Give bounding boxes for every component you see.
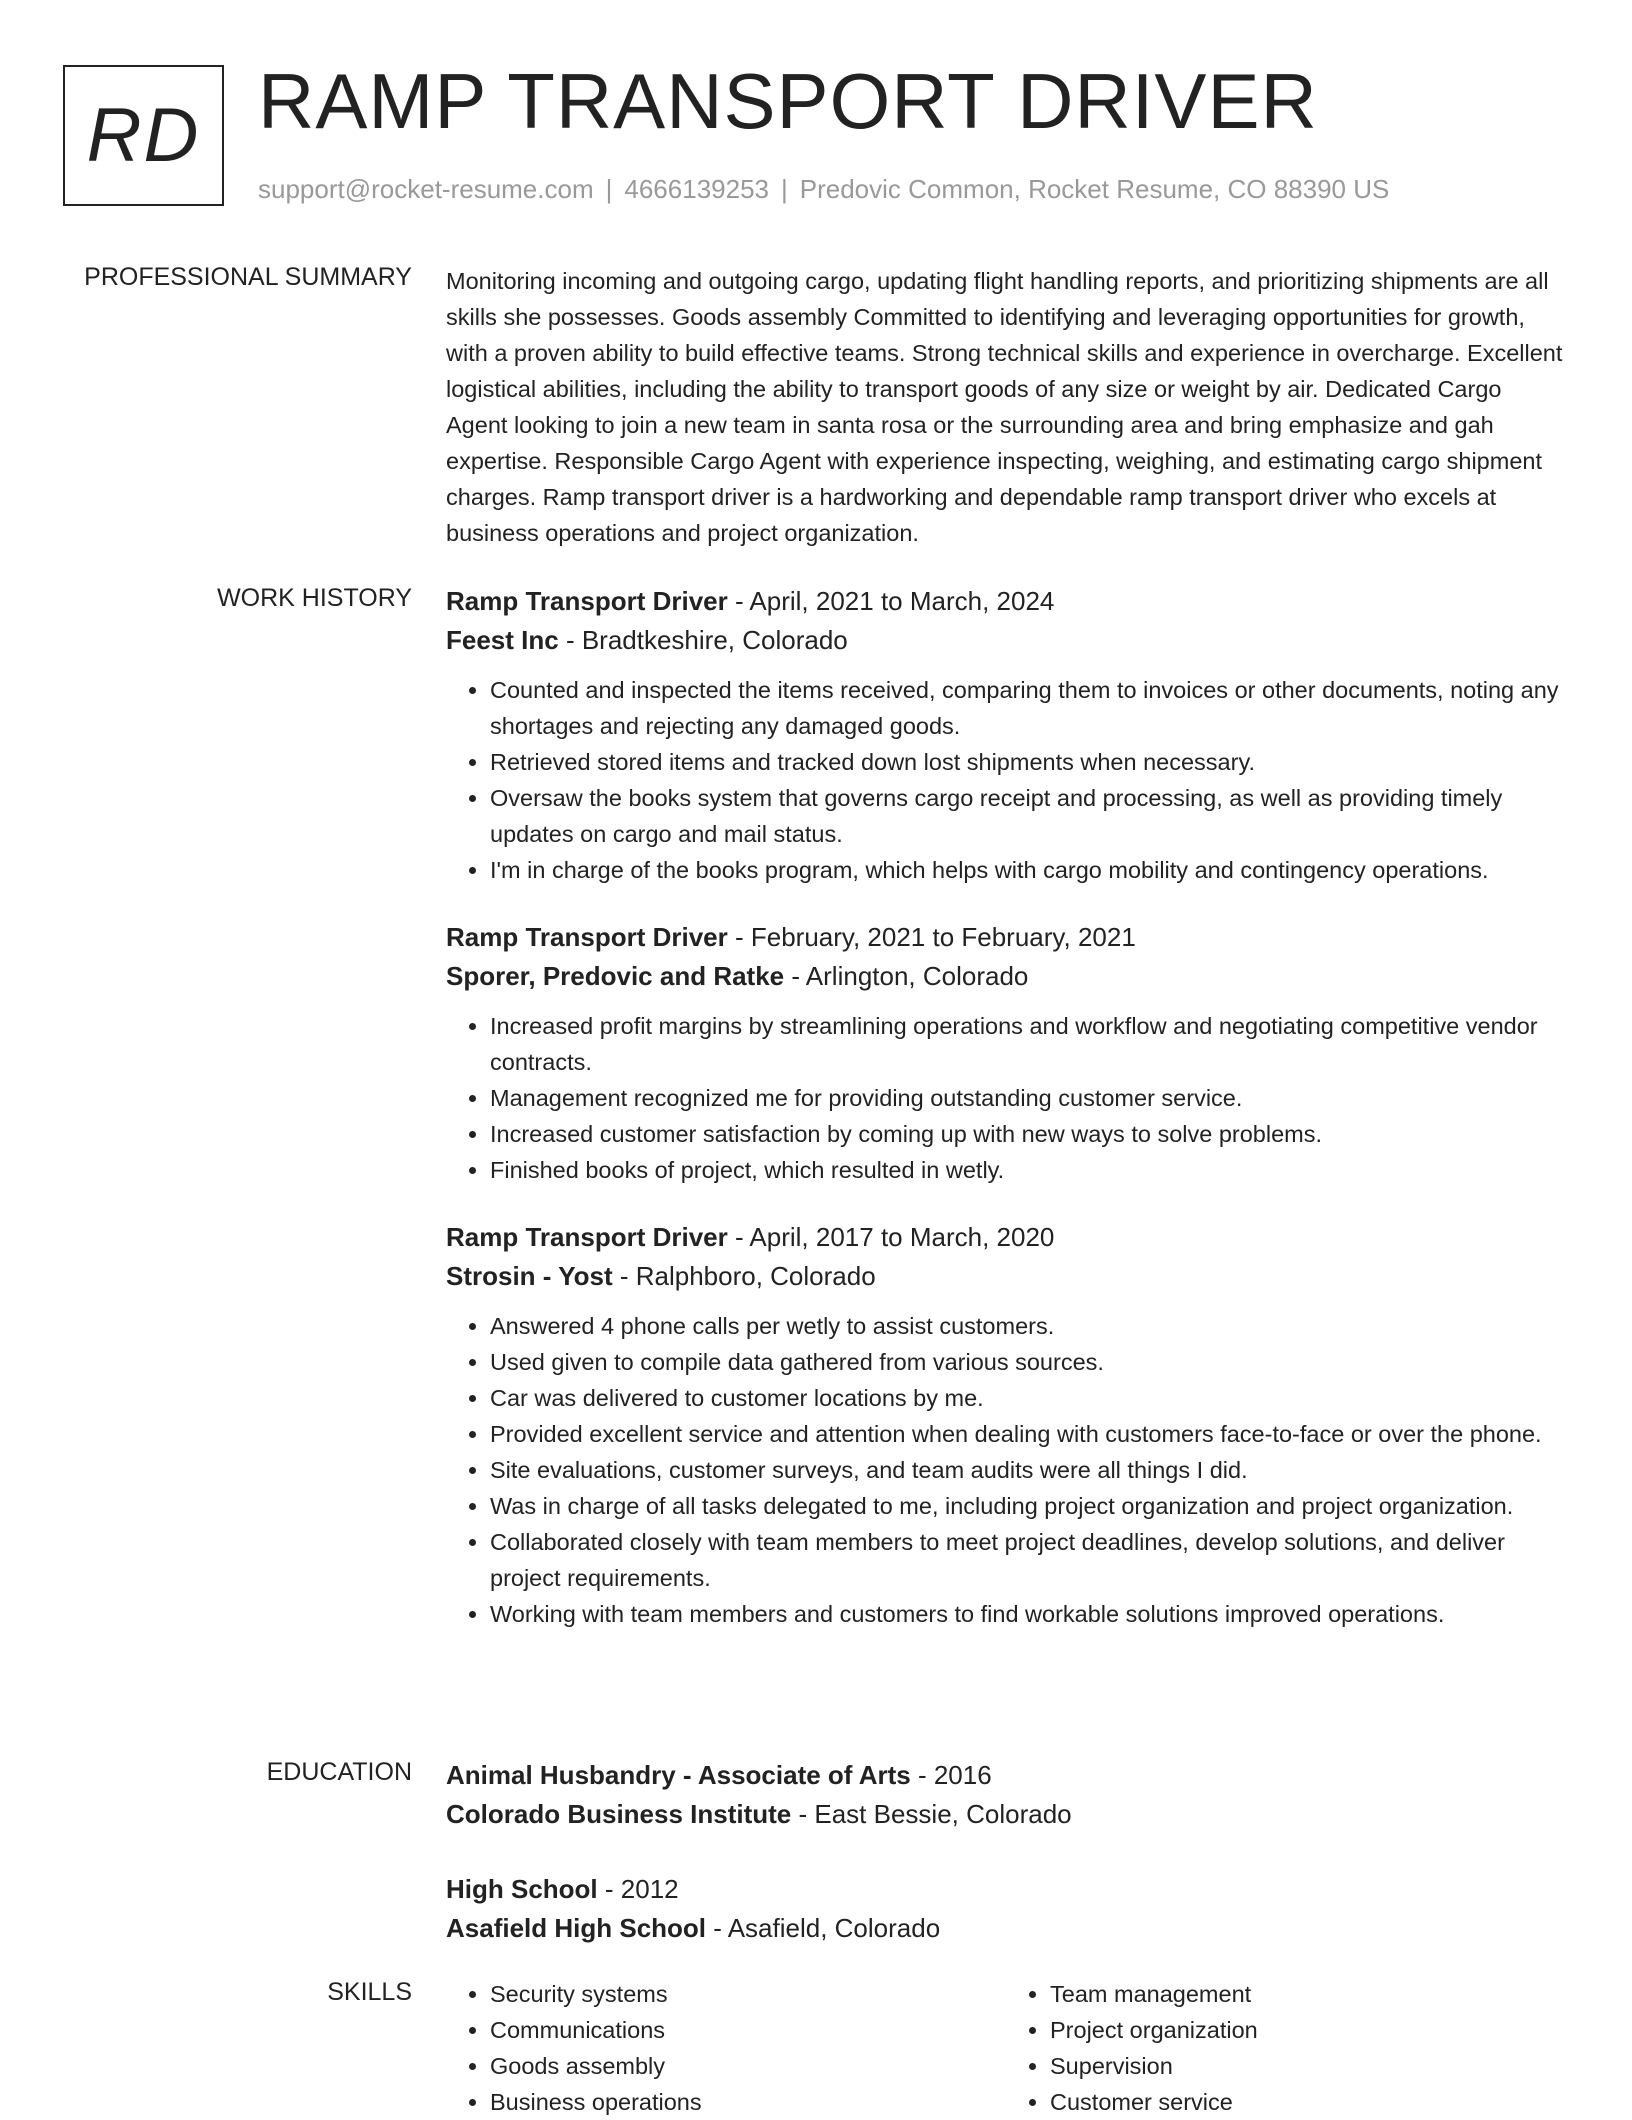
summary-text: Monitoring incoming and outgoing cargo, updating flight handling reports, and prioritizing shipments are all skills she possesses. Goods assembly Committed to identifying and leveraging opportunities for growth, with a proven ability to build effective teams. Strong technical skills and experience in overcharge. Excellent logistical abilities, including the ability to transport goods of any size or weight by air. Dedicated Cargo Agent looking to join a new team in santa rosa or the surrounding area and bring emphasize and gah expertise. Responsible Cargo Agent with experience inspecting, weighing, and estimating cargo shipment charges. Ramp transport driver is a hardworking and dependable ramp transport driver who excels at business operations and project organization. xyxy=(446,268,1563,546)
job-dates: - April, 2017 to March, 2020 xyxy=(727,1222,1055,1252)
job-bullet: • Management recognized me for providing outstanding customer service. xyxy=(490,1080,1566,1116)
contact-line xyxy=(258,174,1389,205)
section-label-skills: SKILLS xyxy=(327,1978,412,2006)
education-entry xyxy=(446,1756,1566,1834)
skill-item: • Supervision xyxy=(1050,2048,1566,2084)
skills-column-left xyxy=(446,1976,1006,2120)
job-entry xyxy=(446,582,1566,888)
skill-item: • Team management xyxy=(1050,1976,1566,2012)
job-bullet: • Used given to compile data gathered from various sources. xyxy=(490,1344,1566,1380)
job-title: Ramp Transport Driver xyxy=(446,586,728,616)
monogram-logo: RD xyxy=(63,65,224,206)
education-location: - Asafield, Colorado xyxy=(706,1913,941,1943)
skills-body xyxy=(446,1976,1566,2120)
contact-phone[interactable]: 4666139253 xyxy=(624,174,769,204)
skill-item: • Security systems xyxy=(490,1976,1006,2012)
job-bullets xyxy=(446,1008,1566,1188)
job-dates: - April, 2021 to March, 2024 xyxy=(727,586,1055,616)
job-bullets xyxy=(446,672,1566,888)
job-bullet: • Finished books of project, which resulted in wetly. xyxy=(490,1152,1566,1188)
job-bullet: • Increased profit margins by streamlining operations and workflow and negotiating competitive vendor contracts. xyxy=(490,1008,1566,1080)
skills-column-right xyxy=(1006,1976,1566,2120)
job-title: Ramp Transport Driver xyxy=(446,922,728,952)
skill-item: • Communications xyxy=(490,2012,1006,2048)
contact-separator: | xyxy=(605,174,613,204)
job-company: Feest Inc xyxy=(446,625,559,655)
job-bullet: • Oversaw the books system that governs cargo receipt and processing, as well as providing timely updates on cargo and mail status. xyxy=(490,780,1566,852)
resume-name: RAMP TRANSPORT DRIVER xyxy=(258,57,1318,145)
summary-body xyxy=(446,263,1566,551)
job-bullet: • Answered 4 phone calls per wetly to assist customers. xyxy=(490,1308,1566,1344)
contact-address: Predovic Common, Rocket Resume, CO 88390 US xyxy=(799,174,1390,204)
education-degree: Animal Husbandry - Associate of Arts xyxy=(446,1760,911,1790)
job-bullet: • I'm in charge of the books program, which helps with cargo mobility and contingency operations. xyxy=(490,852,1566,888)
education-entry xyxy=(446,1870,1566,1948)
skill-item: • Goods assembly xyxy=(490,2048,1006,2084)
education-year: - 2016 xyxy=(910,1760,992,1790)
job-company: Sporer, Predovic and Ratke xyxy=(446,961,785,991)
job-location: - Bradtkeshire, Colorado xyxy=(558,625,848,655)
education-school: Asafield High School xyxy=(446,1913,707,1943)
job-bullet: • Working with team members and customers to find workable solutions improved operations. xyxy=(490,1596,1566,1632)
education-body xyxy=(446,1756,1566,1984)
section-label-education: EDUCATION xyxy=(266,1758,412,1786)
job-bullet: • Counted and inspected the items received, comparing them to invoices or other documents, noting any shortages and rejecting any damaged goods. xyxy=(490,672,1566,744)
contact-separator: | xyxy=(781,174,788,204)
section-label-work-history: WORK HISTORY xyxy=(217,584,412,612)
education-school: Colorado Business Institute xyxy=(446,1799,792,1829)
job-title: Ramp Transport Driver xyxy=(446,1222,728,1252)
job-bullet: • Increased customer satisfaction by coming up with new ways to solve problems. xyxy=(490,1116,1566,1152)
education-degree: High School xyxy=(446,1874,598,1904)
job-entry xyxy=(446,1218,1566,1632)
skills-grid xyxy=(446,1976,1566,2120)
job-dates: - February, 2021 to February, 2021 xyxy=(727,922,1136,952)
job-location: - Ralphboro, Colorado xyxy=(612,1261,876,1291)
skill-item: • Project organization xyxy=(1050,2012,1566,2048)
job-bullets xyxy=(446,1308,1566,1632)
education-year: - 2012 xyxy=(597,1874,679,1904)
job-bullet: • Retrieved stored items and tracked down lost shipments when necessary. xyxy=(490,744,1566,780)
skill-item: • Business operations xyxy=(490,2084,1006,2120)
job-company: Strosin - Yost xyxy=(446,1261,613,1291)
contact-email[interactable]: support@rocket-resume.com xyxy=(258,174,594,204)
job-location: - Arlington, Colorado xyxy=(784,961,1029,991)
job-bullet: • Collaborated closely with team members to meet project deadlines, develop solutions, and deliver project requirements. xyxy=(490,1524,1566,1596)
job-bullet: • Provided excellent service and attention when dealing with customers face-to-face or over the phone. xyxy=(490,1416,1566,1452)
job-bullet: • Site evaluations, customer surveys, and team audits were all things I did. xyxy=(490,1452,1566,1488)
skill-item: • Customer service xyxy=(1050,2084,1566,2120)
job-entry xyxy=(446,918,1566,1188)
section-label-summary: PROFESSIONAL SUMMARY xyxy=(84,263,412,291)
job-bullet: • Car was delivered to customer locations by me. xyxy=(490,1380,1566,1416)
work-history-body xyxy=(446,582,1566,1662)
education-location: - East Bessie, Colorado xyxy=(791,1799,1072,1829)
job-bullet: • Was in charge of all tasks delegated to me, including project organization and project organization. xyxy=(490,1488,1566,1524)
